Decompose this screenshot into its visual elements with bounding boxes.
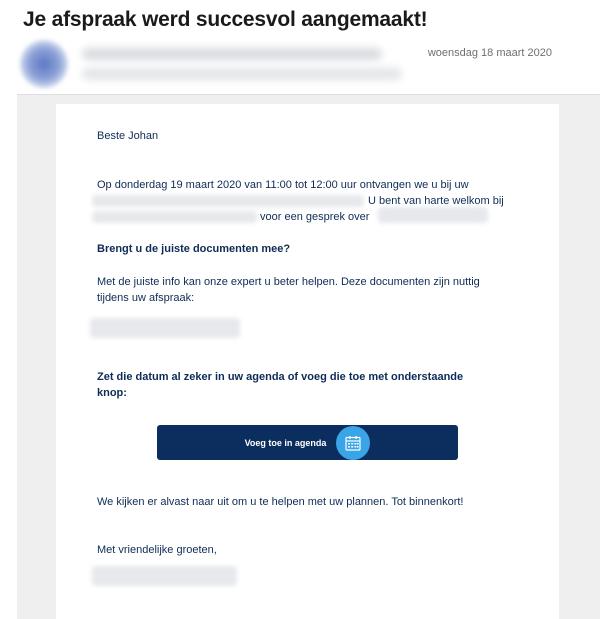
add-to-agenda-label: Voeg toe in agenda <box>244 437 327 448</box>
redacted-signature <box>92 566 237 586</box>
greeting: Beste Johan <box>97 130 159 142</box>
email-header <box>0 38 600 94</box>
closing-line: We kijken er alvast naar uit om u te helpen met uw plannen. Tot binnenkort! <box>97 496 464 508</box>
documents-text-line-2: tijdens uw afspraak: <box>97 292 195 304</box>
redacted-location <box>92 195 364 207</box>
sender-address-redacted <box>82 68 402 80</box>
add-to-agenda-button[interactable] <box>157 425 458 460</box>
calendar-icon-graphic <box>344 434 362 452</box>
signoff: Met vriendelijke groeten, <box>97 544 217 556</box>
sender-avatar[interactable] <box>20 40 68 88</box>
redacted-advisor <box>92 211 257 223</box>
appointment-text-line-1: Op donderdag 19 maart 2020 van 11:00 tot 12:00 uur ontvangen we u bij uw <box>97 179 469 191</box>
email-subject: Je afspraak werd succesvol aangemaakt! <box>23 8 428 31</box>
agenda-heading-line-2: knop: <box>97 387 127 399</box>
redacted-document-list <box>90 318 240 338</box>
appointment-text-line-3: voor een gesprek over <box>260 211 370 223</box>
calendar-icon <box>336 426 370 460</box>
documents-heading: Brengt u de juiste documenten mee? <box>97 243 291 255</box>
sender-name-redacted <box>82 48 382 60</box>
agenda-heading-line-1: Zet die datum al zeker in uw agenda of voeg die toe met onderstaande <box>97 371 464 383</box>
email-date: woensdag 18 maart 2020 <box>427 47 552 59</box>
redacted-topic <box>378 207 488 223</box>
documents-text-line-1: Met de juiste info kan onze expert u beter helpen. Deze documenten zijn nuttig <box>97 276 480 288</box>
appointment-text-line-2: U bent van harte welkom bij <box>368 195 504 207</box>
